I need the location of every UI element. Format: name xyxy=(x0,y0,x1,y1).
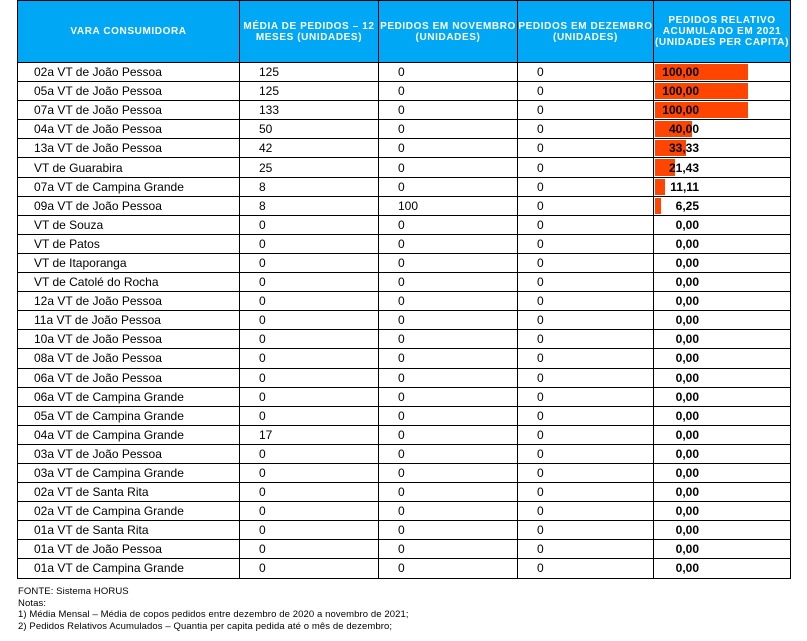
cell-vara: 09a VT de João Pessoa xyxy=(18,196,240,215)
cell-vara: 10a VT de João Pessoa xyxy=(18,330,240,349)
cell-vara: 06a VT de João Pessoa xyxy=(18,368,240,387)
cell-novembro: 0 xyxy=(379,540,518,559)
cell-dezembro: 0 xyxy=(518,311,654,330)
consumption-table xyxy=(17,0,791,579)
cell-media: 0 xyxy=(240,253,379,272)
cell-dezembro: 0 xyxy=(518,120,654,139)
cell-vara: 05a VT de Campina Grande xyxy=(18,406,240,425)
cell-dezembro: 0 xyxy=(518,82,654,101)
cell-vara: VT de Itaporanga xyxy=(18,253,240,272)
cell-novembro: 0 xyxy=(379,120,518,139)
acumulado-value: 0,00 xyxy=(675,504,699,519)
cell-acumulado xyxy=(654,234,791,253)
cell-dezembro: 0 xyxy=(518,215,654,234)
cell-acumulado xyxy=(654,502,791,521)
cell-media: 0 xyxy=(240,444,379,463)
acumulado-value: 0,00 xyxy=(675,427,699,442)
cell-novembro: 0 xyxy=(379,158,518,177)
notes-label: Notas: xyxy=(18,597,47,609)
cell-novembro: 0 xyxy=(379,139,518,158)
cell-acumulado xyxy=(654,521,791,540)
table-row xyxy=(18,349,791,368)
acumulado-value: 0,00 xyxy=(675,236,699,251)
acumulado-value: 0,00 xyxy=(675,275,699,290)
acumulado-value: 100,00 xyxy=(662,103,699,118)
cell-dezembro: 0 xyxy=(518,521,654,540)
cell-media: 0 xyxy=(240,330,379,349)
cell-novembro: 0 xyxy=(379,521,518,540)
cell-acumulado xyxy=(654,387,791,406)
acumulado-value: 0,00 xyxy=(675,466,699,481)
acumulado-value: 100,00 xyxy=(662,84,699,99)
cell-dezembro: 0 xyxy=(518,196,654,215)
header-media: MÉDIA DE PEDIDOS – 12 MESES (UNIDADES) xyxy=(240,1,379,63)
table-row xyxy=(18,463,791,482)
cell-dezembro: 0 xyxy=(518,444,654,463)
cell-dezembro: 0 xyxy=(518,425,654,444)
cell-novembro: 0 xyxy=(379,234,518,253)
cell-acumulado xyxy=(654,540,791,559)
cell-novembro: 0 xyxy=(379,101,518,120)
cell-media: 125 xyxy=(240,63,379,82)
cell-media: 0 xyxy=(240,368,379,387)
table-row xyxy=(18,196,791,215)
acumulado-value: 0,00 xyxy=(675,332,699,347)
cell-acumulado xyxy=(654,463,791,482)
table-row xyxy=(18,406,791,425)
acumulado-value: 40,00 xyxy=(668,122,699,137)
table-row xyxy=(18,521,791,540)
cell-media: 8 xyxy=(240,177,379,196)
acumulado-value: 0,00 xyxy=(675,542,699,557)
acumulado-value: 21,43 xyxy=(668,160,699,175)
table-row xyxy=(18,311,791,330)
cell-acumulado xyxy=(654,177,791,196)
cell-media: 42 xyxy=(240,139,379,158)
cell-media: 17 xyxy=(240,425,379,444)
table-row xyxy=(18,483,791,502)
cell-vara: 11a VT de João Pessoa xyxy=(18,311,240,330)
cell-dezembro: 0 xyxy=(518,158,654,177)
cell-novembro: 0 xyxy=(379,82,518,101)
cell-vara: 02a VT de Santa Rita xyxy=(18,483,240,502)
table-row xyxy=(18,158,791,177)
cell-vara: VT de Souza xyxy=(18,215,240,234)
cell-media: 0 xyxy=(240,311,379,330)
table-row xyxy=(18,559,791,578)
cell-novembro: 0 xyxy=(379,502,518,521)
cell-media: 0 xyxy=(240,483,379,502)
cell-novembro: 0 xyxy=(379,349,518,368)
table-row xyxy=(18,368,791,387)
cell-vara: 12a VT de João Pessoa xyxy=(18,292,240,311)
cell-acumulado xyxy=(654,559,791,578)
acumulado-value: 0,00 xyxy=(675,408,699,423)
cell-acumulado xyxy=(654,425,791,444)
cell-dezembro: 0 xyxy=(518,463,654,482)
cell-dezembro: 0 xyxy=(518,368,654,387)
cell-novembro: 0 xyxy=(379,311,518,330)
table-row xyxy=(18,292,791,311)
cell-dezembro: 0 xyxy=(518,234,654,253)
cell-dezembro: 0 xyxy=(518,273,654,292)
cell-media: 8 xyxy=(240,196,379,215)
cell-vara: 07a VT de João Pessoa xyxy=(18,101,240,120)
cell-vara: 08a VT de João Pessoa xyxy=(18,349,240,368)
table-row xyxy=(18,234,791,253)
cell-media: 0 xyxy=(240,273,379,292)
cell-media: 0 xyxy=(240,387,379,406)
cell-vara: 02a VT de João Pessoa xyxy=(18,63,240,82)
acumulado-value: 33,33 xyxy=(668,141,699,156)
cell-vara: VT de Patos xyxy=(18,234,240,253)
source-note: FONTE: Sistema HORUS xyxy=(18,586,129,597)
cell-vara: VT de Catolé do Rocha xyxy=(18,273,240,292)
cell-dezembro: 0 xyxy=(518,406,654,425)
cell-novembro: 0 xyxy=(379,253,518,272)
cell-dezembro: 0 xyxy=(518,177,654,196)
acumulado-value: 0,00 xyxy=(675,351,699,366)
cell-vara: 01a VT de Campina Grande xyxy=(18,559,240,578)
cell-dezembro: 0 xyxy=(518,101,654,120)
cell-acumulado xyxy=(654,120,791,139)
table-row xyxy=(18,63,791,82)
cell-vara: 03a VT de Campina Grande xyxy=(18,463,240,482)
cell-media: 0 xyxy=(240,540,379,559)
table-row xyxy=(18,120,791,139)
header-novembro: PEDIDOS EM NOVEMBRO (UNIDADES) xyxy=(379,1,518,63)
cell-acumulado xyxy=(654,330,791,349)
note-2: 2) Pedidos Relativos Acumulados – Quantia per capita pedida até o mês de dezembro; xyxy=(18,620,393,632)
cell-acumulado xyxy=(654,63,791,82)
cell-novembro: 0 xyxy=(379,177,518,196)
cell-vara: 02a VT de Campina Grande xyxy=(18,502,240,521)
cell-acumulado xyxy=(654,444,791,463)
cell-dezembro: 0 xyxy=(518,253,654,272)
table-row xyxy=(18,273,791,292)
cell-vara: VT de Guarabira xyxy=(18,158,240,177)
cell-dezembro: 0 xyxy=(518,349,654,368)
acumulado-value: 0,00 xyxy=(675,370,699,385)
cell-media: 0 xyxy=(240,502,379,521)
cell-vara: 04a VT de João Pessoa xyxy=(18,120,240,139)
cell-acumulado xyxy=(654,82,791,101)
cell-media: 0 xyxy=(240,215,379,234)
acumulado-value: 0,00 xyxy=(675,294,699,309)
cell-acumulado xyxy=(654,158,791,177)
cell-media: 50 xyxy=(240,120,379,139)
acumulado-value: 0,00 xyxy=(675,561,699,576)
note-1: 1) Média Mensal – Média de copos pedidos entre dezembro de 2020 a novembro de 2021; xyxy=(18,609,409,620)
cell-novembro: 0 xyxy=(379,330,518,349)
cell-dezembro: 0 xyxy=(518,63,654,82)
cell-vara: 04a VT de Campina Grande xyxy=(18,425,240,444)
cell-acumulado xyxy=(654,196,791,215)
cell-novembro: 0 xyxy=(379,559,518,578)
acumulado-value: 100,00 xyxy=(662,65,699,80)
cell-dezembro: 0 xyxy=(518,540,654,559)
cell-acumulado xyxy=(654,292,791,311)
cell-acumulado xyxy=(654,139,791,158)
cell-acumulado xyxy=(654,311,791,330)
cell-media: 0 xyxy=(240,559,379,578)
cell-novembro: 0 xyxy=(379,387,518,406)
table-row xyxy=(18,253,791,272)
acumulado-value: 0,00 xyxy=(675,313,699,328)
table-row xyxy=(18,177,791,196)
cell-dezembro: 0 xyxy=(518,483,654,502)
cell-novembro: 0 xyxy=(379,444,518,463)
cell-vara: 13a VT de João Pessoa xyxy=(18,139,240,158)
cell-media: 0 xyxy=(240,292,379,311)
cell-media: 133 xyxy=(240,101,379,120)
cell-vara: 07a VT de Campina Grande xyxy=(18,177,240,196)
table-row xyxy=(18,444,791,463)
table-row xyxy=(18,540,791,559)
cell-novembro: 0 xyxy=(379,292,518,311)
cell-dezembro: 0 xyxy=(518,387,654,406)
table-row xyxy=(18,502,791,521)
cell-novembro: 0 xyxy=(379,215,518,234)
cell-vara: 01a VT de Santa Rita xyxy=(18,521,240,540)
cell-dezembro: 0 xyxy=(518,292,654,311)
cell-novembro: 0 xyxy=(379,483,518,502)
acumulado-value: 11,11 xyxy=(670,179,699,194)
cell-acumulado xyxy=(654,368,791,387)
cell-dezembro: 0 xyxy=(518,139,654,158)
header-acumulado: PEDIDOS RELATIVO ACUMULADO EM 2021 (UNIDADES PER CAPITA) xyxy=(654,1,791,63)
cell-dezembro: 0 xyxy=(518,330,654,349)
cell-media: 0 xyxy=(240,463,379,482)
table-row xyxy=(18,101,791,120)
cell-novembro: 0 xyxy=(379,368,518,387)
cell-acumulado xyxy=(654,349,791,368)
cell-media: 0 xyxy=(240,521,379,540)
cell-media: 0 xyxy=(240,406,379,425)
cell-novembro: 0 xyxy=(379,406,518,425)
cell-novembro: 0 xyxy=(379,425,518,444)
table-header-row xyxy=(18,1,791,63)
cell-acumulado xyxy=(654,483,791,502)
acumulado-value: 0,00 xyxy=(675,485,699,500)
acumulado-value: 0,00 xyxy=(675,217,699,232)
cell-vara: 01a VT de João Pessoa xyxy=(18,540,240,559)
cell-acumulado xyxy=(654,273,791,292)
table-row xyxy=(18,387,791,406)
acumulado-value: 6,25 xyxy=(675,198,699,213)
cell-acumulado xyxy=(654,253,791,272)
table-row xyxy=(18,139,791,158)
cell-vara: 03a VT de João Pessoa xyxy=(18,444,240,463)
cell-vara: 06a VT de Campina Grande xyxy=(18,387,240,406)
table-row xyxy=(18,82,791,101)
cell-media: 25 xyxy=(240,158,379,177)
cell-dezembro: 0 xyxy=(518,559,654,578)
header-dezembro: PEDIDOS EM DEZEMBRO (UNIDADES) xyxy=(518,1,654,63)
acumulado-value: 0,00 xyxy=(675,446,699,461)
cell-media: 125 xyxy=(240,82,379,101)
acumulado-value: 0,00 xyxy=(675,255,699,270)
table-body xyxy=(18,63,791,579)
table-row xyxy=(18,330,791,349)
cell-media: 0 xyxy=(240,349,379,368)
table-row xyxy=(18,425,791,444)
cell-novembro: 0 xyxy=(379,63,518,82)
header-vara: VARA CONSUMIDORA xyxy=(18,1,240,63)
table-row xyxy=(18,215,791,234)
acumulado-value: 0,00 xyxy=(675,523,699,538)
cell-acumulado xyxy=(654,101,791,120)
cell-media: 0 xyxy=(240,234,379,253)
cell-dezembro: 0 xyxy=(518,502,654,521)
cell-acumulado xyxy=(654,215,791,234)
cell-novembro: 0 xyxy=(379,273,518,292)
cell-acumulado xyxy=(654,406,791,425)
cell-vara: 05a VT de João Pessoa xyxy=(18,82,240,101)
footnotes xyxy=(18,586,409,632)
cell-novembro: 0 xyxy=(379,463,518,482)
acumulado-value: 0,00 xyxy=(675,389,699,404)
cell-novembro: 100 xyxy=(379,196,518,215)
